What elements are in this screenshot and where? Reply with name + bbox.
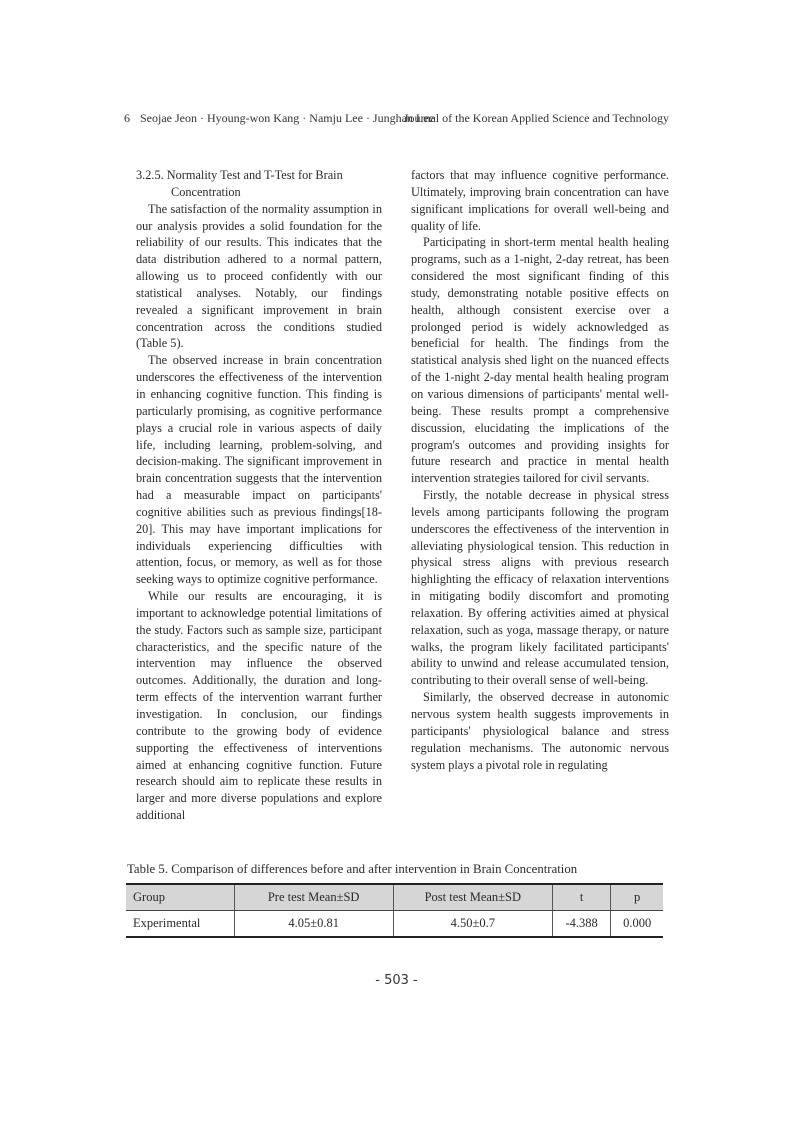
paragraph: While our results are encouraging, it is important to acknowledge potential limitations of the study. Factors such as sample size, participant characteristics, and the specific nature of the intervention may influence the observed outcomes. Additionally, the duration and long-term effects of the intervention warrant further investigation. In conclusion, our findings contribute to the growing body of evidence supporting the effectiveness of interventions aimed at enhancing cognitive function. Future research should aim to replicate these results in larger and more diverse populations and explore additional [136, 589, 382, 823]
cell-pre-test: 4.05±0.81 [234, 911, 393, 938]
cell-t-value: -4.388 [552, 911, 610, 938]
section-title-line2: Concentration [171, 184, 241, 199]
section-number: 3.2.5. [136, 168, 164, 182]
column-header-pre-test: Pre test Mean±SD [234, 884, 393, 911]
left-column [136, 167, 382, 824]
right-column [411, 167, 669, 773]
paragraph: The satisfaction of the normality assumption in our analysis provides a solid foundation for the reliability of our results. This indicates that the data distribution adhered to a normal pattern, allowing us to proceed confidently with our statistical analyses. Notably, our findings revealed a significant improvement in brain concentration across the conditions studied (Table 5). [136, 201, 382, 351]
cell-group: Experimental [126, 911, 234, 938]
column-header-group: Group [126, 884, 234, 911]
comparison-table [126, 883, 663, 938]
header-journal-title: Journal of the Korean Applied Science and Technology [403, 111, 669, 125]
page-number: 6 [124, 111, 130, 125]
paragraph: Similarly, the observed decrease in autonomic nervous system health suggests improvements in participants' physiological balance and stress regulation mechanisms. The autonomic nervous system plays a pivotal role in regulating [411, 690, 669, 772]
column-header-p: p [611, 884, 663, 911]
paragraph: Firstly, the notable decrease in physical stress levels among participants following the program underscores the effectiveness of the intervention in alleviating physiological tension. This reduction in physical stress aligns with previous research highlighting the efficacy of relaxation interventions in mitigating bodily discomfort and promoting relaxation. By offering activities aimed at physical relaxation, such as yoga, massage therapy, or nature walks, the program likely facilitated participants' ability to unwind and release accumulated tension, contributing to their overall sense of well-being. [411, 488, 669, 688]
paragraph: factors that may influence cognitive performance. Ultimately, improving brain concentration can have significant implications for overall well-being and quality of life. [411, 168, 669, 233]
paragraph: The observed increase in brain concentration underscores the effectiveness of the intervention in enhancing cognitive function. This finding is particularly promising, as cognitive performance plays a crucial role in various aspects of daily life, including learning, problem-solving, and decision-making. The significant improvement in brain concentration suggests that the intervention had a measurable impact on participants' cognitive abilities such as previous findings[18-20]. This may have important implications for individuals experiencing difficulties with attention, focus, or memory, as well as for those seeking ways to optimize cognitive performance. [136, 353, 382, 587]
table-header-row [126, 884, 663, 911]
paragraph: Participating in short-term mental health healing programs, such as a 1-night, 2-day retreat, has been considered the most significant finding of this study, demonstrating notable positive effects on health, although consistent exercise over a prolonged period is widely acknowledged as beneficial for health. The findings from the statistical analysis shed light on the nuanced effects of the 1-night 2-day mental health healing program on various dimensions of participants' mental well-being. These results prompt a comprehensive discussion, elucidating the implications of the program's outcomes and providing insights for future research and practice in mental health intervention strategies tailored for civil servants. [411, 235, 669, 486]
section-heading [136, 167, 382, 201]
table-caption: Table 5. Comparison of differences before and after intervention in Brain Concentration [127, 862, 578, 876]
cell-p-value: 0.000 [611, 911, 663, 938]
cell-post-test: 4.50±0.7 [393, 911, 552, 938]
running-header [124, 111, 669, 129]
table-row [126, 911, 663, 938]
page-footer-number: - 503 - [375, 973, 418, 988]
column-header-post-test: Post test Mean±SD [393, 884, 552, 911]
column-header-t: t [552, 884, 610, 911]
section-title-line1: Normality Test and T-Test for Brain [166, 168, 343, 182]
header-authors: Seojae Jeon · Hyoung-won Kang · Namju Lee · Junghan Lee [140, 111, 434, 125]
